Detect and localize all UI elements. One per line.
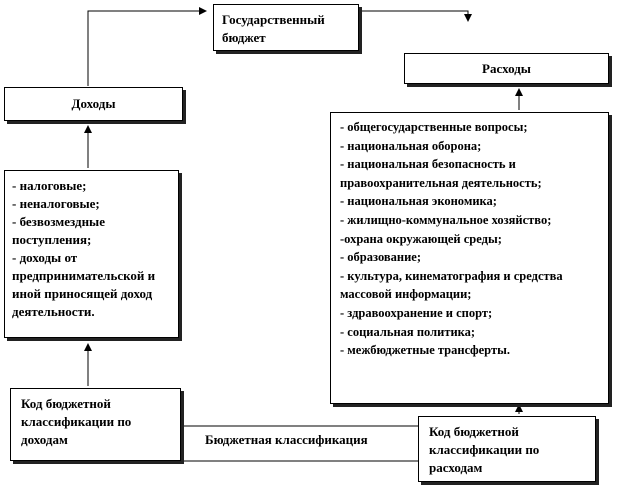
income-item: - неналоговые; xyxy=(12,196,100,211)
budget-box xyxy=(213,4,359,51)
expense-items-box xyxy=(330,112,609,404)
expense-item: - образование; xyxy=(340,250,421,265)
expense-item: - социальная политика; xyxy=(340,324,476,339)
income-classification-code: Код бюджетной классификации по доходам xyxy=(21,396,132,447)
income-classification-code-box xyxy=(10,388,181,461)
budget-classification-label: Бюджетная классификация xyxy=(205,432,368,447)
expense-item: - межбюджетные трансферты. xyxy=(340,343,510,358)
expense-item: -охрана окружающей среды; xyxy=(340,231,502,246)
expense-item: - национальная экономика; xyxy=(340,194,497,209)
expense-classification-code: Код бюджетной классификации по расходам xyxy=(429,424,540,475)
income-item: - доходы от предпринимательской и иной приносящей доход деятельности. xyxy=(12,250,156,319)
income-item: - налоговые; xyxy=(12,178,87,193)
expense-box xyxy=(404,53,609,84)
expense-classification-code-box xyxy=(418,416,596,482)
expense-item: - здравоохранение и спорт; xyxy=(340,305,493,320)
income-title: Доходы xyxy=(71,96,116,111)
expense-item: - культура, кинематография и средства массовой информации; xyxy=(340,268,563,302)
expense-title: Расходы xyxy=(482,60,531,76)
income-item: - безвозмездные поступления; xyxy=(12,214,105,247)
expense-item: - общегосударственные вопросы; xyxy=(340,120,528,134)
income-box xyxy=(4,87,183,121)
expense-item: - национальная безопасность и правоохранительная деятельность; xyxy=(340,157,542,190)
expense-item: - национальная оборона; xyxy=(340,138,482,153)
arrow-budget-to-expense xyxy=(360,11,468,21)
budget-title: Государственный бюджет xyxy=(222,12,325,45)
expense-item: - жилищно-коммунальное хозяйство; xyxy=(340,212,552,227)
income-items-box xyxy=(4,170,179,338)
arrow-income-to-budget xyxy=(88,11,206,86)
